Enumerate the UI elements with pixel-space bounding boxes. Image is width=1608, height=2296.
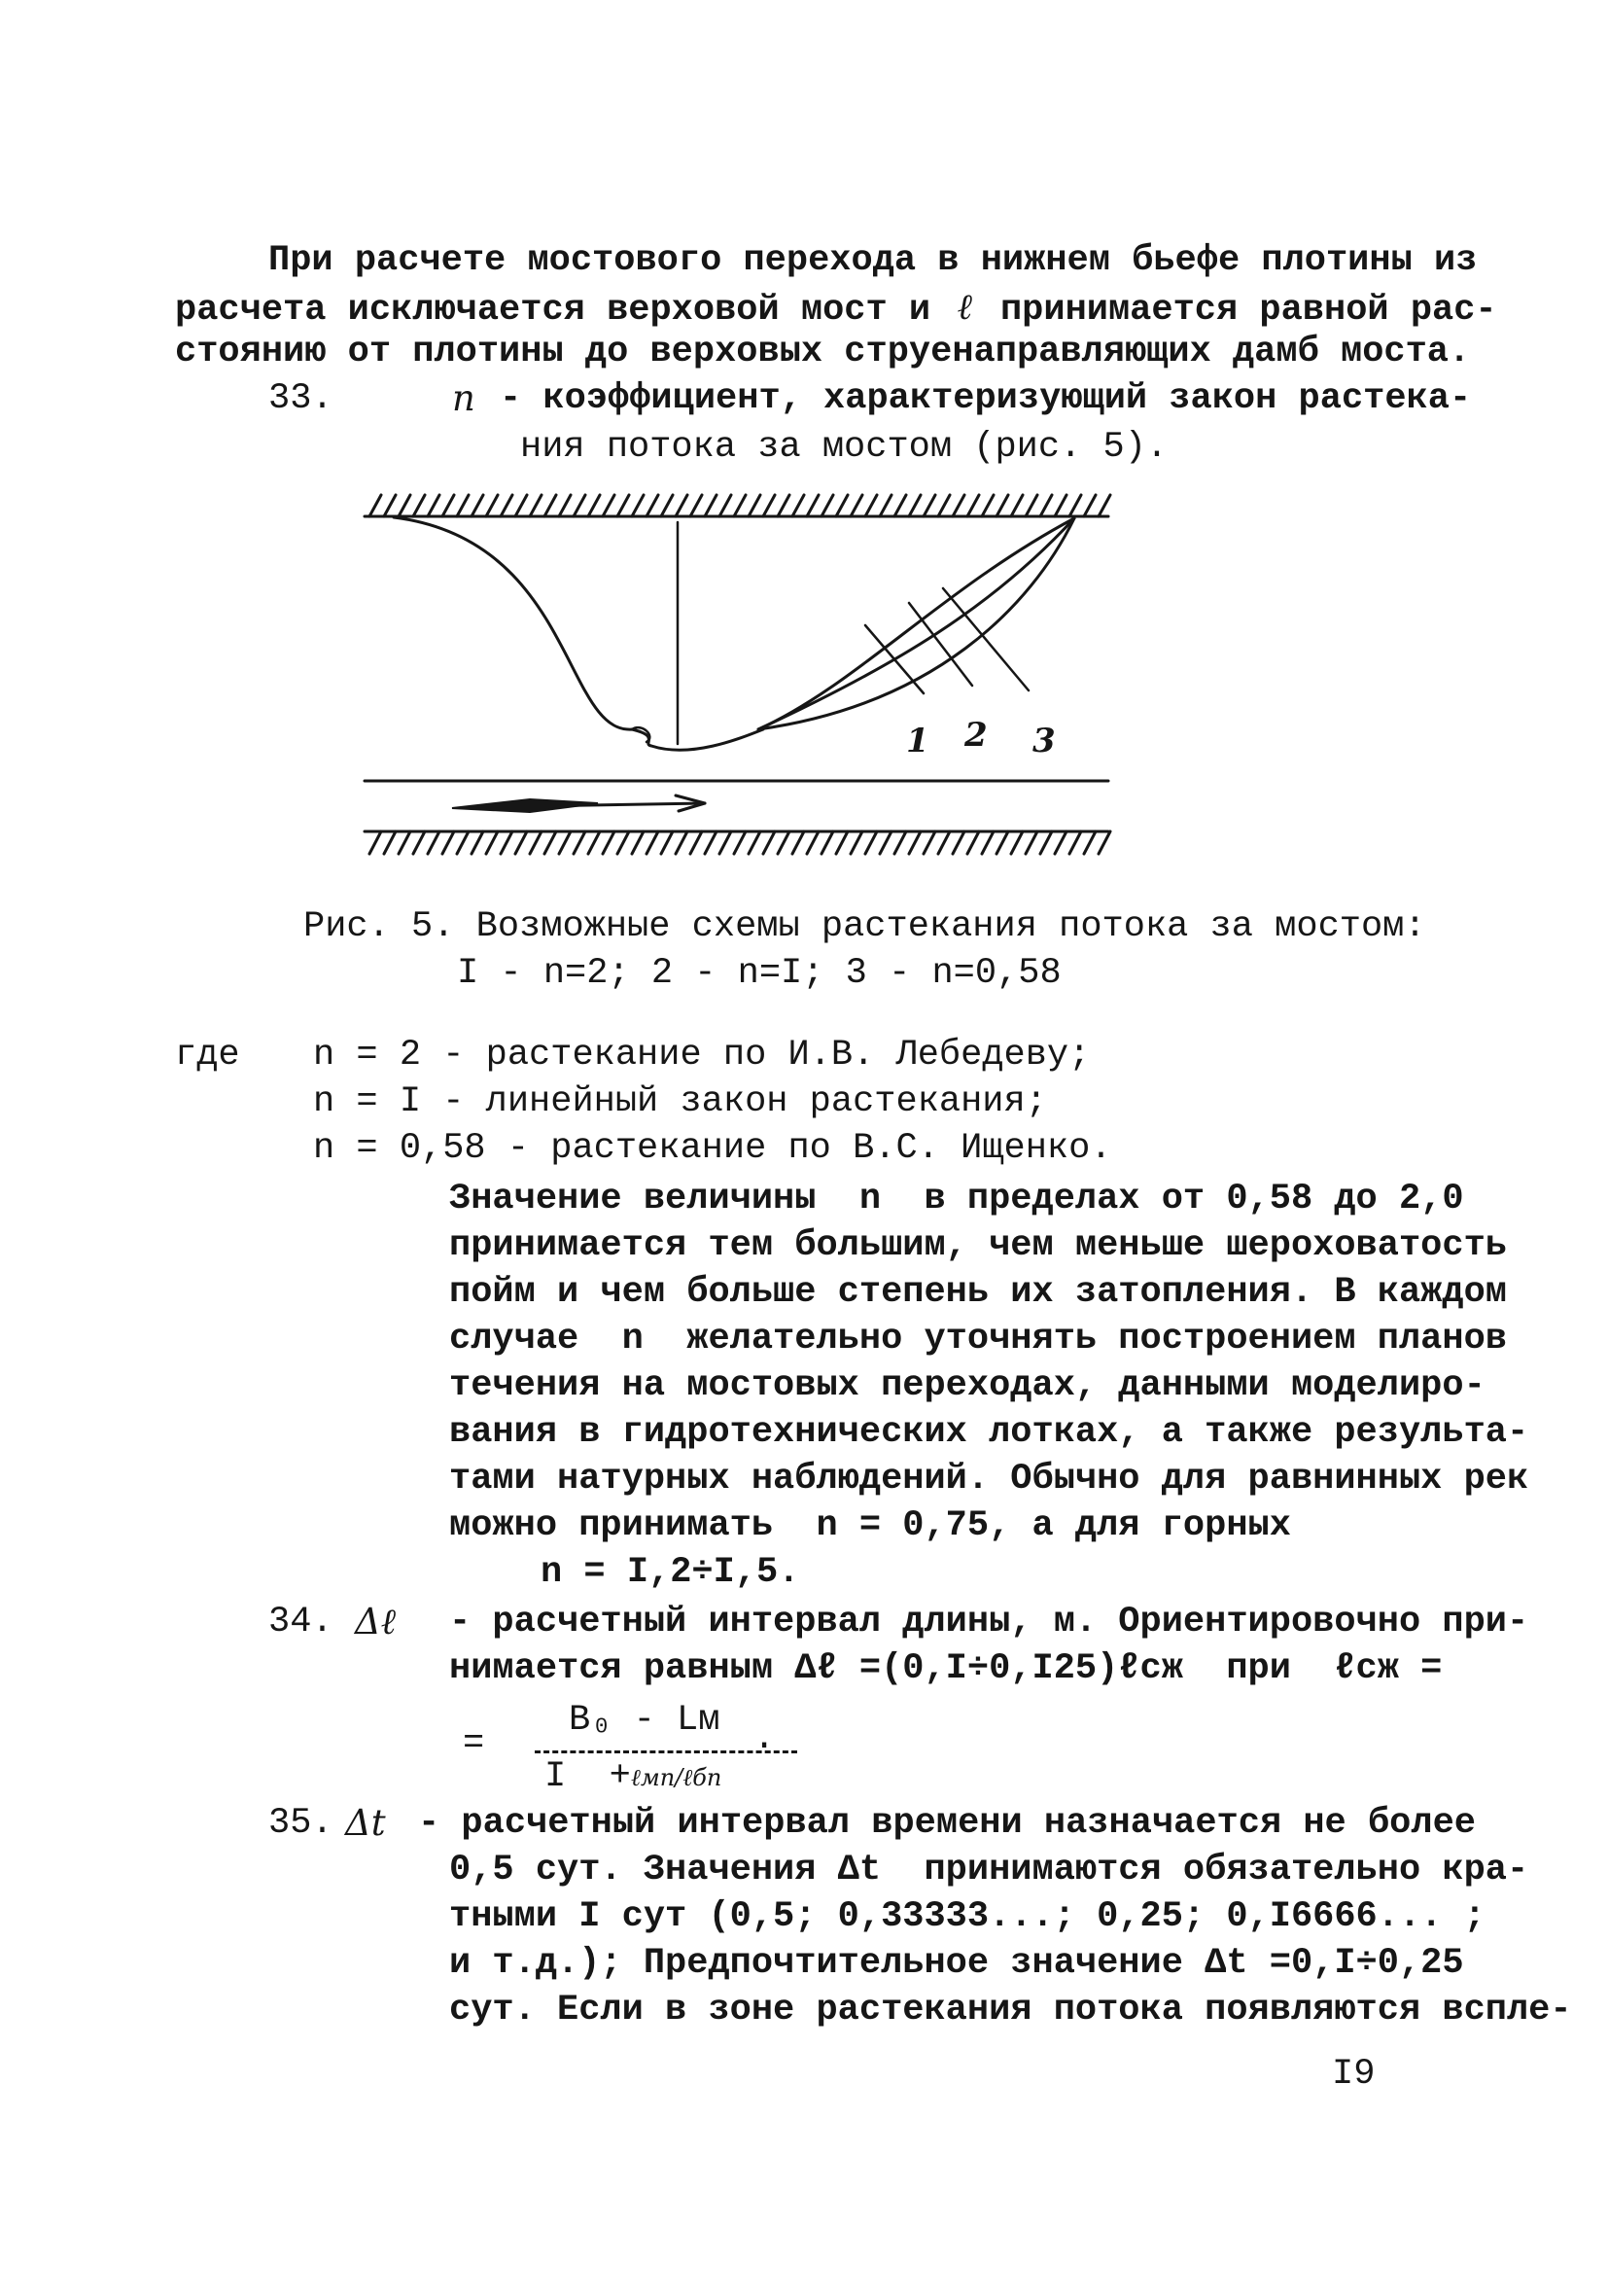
hatch-stroke	[369, 831, 381, 854]
hatch-stroke	[792, 831, 804, 854]
page-number: I9	[1332, 2054, 1376, 2095]
hatch-stroke	[574, 831, 585, 854]
item-34-fraction	[535, 1700, 826, 1807]
paragraph-line: пойм и чем больше степень их затопления. В каждом	[449, 1272, 1507, 1313]
hatch-stroke	[1084, 495, 1096, 516]
hatch-stroke	[982, 831, 994, 854]
hatch-stroke	[486, 831, 498, 854]
hatch-stroke	[924, 495, 935, 516]
hatch-stroke	[807, 831, 819, 854]
hatch-stroke	[1011, 831, 1023, 854]
hatch-stroke	[953, 495, 964, 516]
hatch-stroke	[1040, 495, 1052, 516]
item-35-line: сут. Если в зоне растекания потока появляются вспле-	[449, 1990, 1572, 2031]
hatch-stroke	[938, 495, 950, 516]
hatch-stroke	[865, 495, 877, 516]
hatch-stroke	[588, 495, 600, 516]
hatch-stroke	[1099, 831, 1110, 854]
hatch-stroke	[603, 831, 614, 854]
hatch-stroke	[661, 495, 673, 516]
hatch-stroke	[399, 831, 410, 854]
hatch-stroke	[967, 831, 979, 854]
item-34-line-1: - расчетный интервал длины, м. Ориентировочно при-	[449, 1602, 1529, 1643]
hatch-stroke	[559, 495, 571, 516]
item-34-number: 34.	[268, 1602, 333, 1643]
intro-line-1: При расчете мостового перехода в нижнем бьефе плотины из	[268, 240, 1478, 281]
hatch-stroke	[778, 831, 789, 854]
hatch-stroke	[501, 495, 512, 516]
item-33-number: 33.	[268, 378, 333, 419]
definition-3: n = 0,58 - растекание по В.С. Ищенко.	[313, 1128, 1112, 1169]
hatch-stroke	[1026, 495, 1037, 516]
hatch-stroke	[647, 495, 658, 516]
hatch-stroke	[763, 495, 775, 516]
hatch-stroke	[544, 831, 556, 854]
hatch-stroke	[763, 831, 775, 854]
figure-caption-line-2: I - n=2; 2 - n=I; 3 - n=0,58	[457, 953, 1062, 994]
hatch-stroke	[792, 495, 804, 516]
hatch-stroke	[515, 831, 527, 854]
hatch-stroke	[821, 495, 833, 516]
hatch-stroke	[1040, 831, 1052, 854]
hatch-stroke	[413, 831, 425, 854]
item-35-symbol: Δt	[345, 1802, 386, 1844]
hatch-stroke	[894, 831, 906, 854]
hatch-stroke	[996, 495, 1008, 516]
hatch-stroke	[719, 495, 731, 516]
item-35-line: - расчетный интервал времени назначается не более	[418, 1803, 1476, 1844]
paragraph-line: можно принимать n = 0,75, а для горных	[449, 1505, 1291, 1546]
upper-bank-hatching	[369, 495, 1110, 516]
hatch-stroke	[705, 495, 717, 516]
item-35-number: 35.	[268, 1803, 333, 1844]
hatch-stroke	[894, 495, 906, 516]
item-34-dot: .	[753, 1718, 776, 1759]
hatch-stroke	[530, 495, 542, 516]
hatch-stroke	[836, 495, 848, 516]
hatch-stroke	[574, 495, 585, 516]
hatch-stroke	[1026, 831, 1037, 854]
hatch-stroke	[647, 831, 658, 854]
item-35-line: 0,5 сут. Значения Δt принимаются обязательно кра-	[449, 1850, 1529, 1890]
hatch-stroke	[851, 831, 862, 854]
hatch-stroke	[749, 831, 760, 854]
hatch-stroke	[982, 495, 994, 516]
item-33-text-2: ния потока за мостом (рис. 5).	[520, 427, 1169, 468]
hatch-stroke	[413, 495, 425, 516]
hatch-stroke	[1055, 495, 1066, 516]
hatch-stroke	[953, 831, 964, 854]
hatch-stroke	[442, 831, 454, 854]
hatch-stroke	[821, 831, 833, 854]
hatch-stroke	[909, 495, 921, 516]
definition-2: n = I - линейный закон растекания;	[313, 1081, 1047, 1122]
paragraph-line: Значение величины n в пределах от 0,58 до 2,0	[449, 1179, 1464, 1219]
curve-label-2: 2	[964, 716, 988, 755]
paragraph-last-line: n = I,2÷I,5.	[541, 1552, 800, 1593]
intro-line-3: стоянию от плотины до верховых струенаправляющих дамб моста.	[175, 332, 1471, 372]
symbol-l: ℓ	[958, 285, 973, 328]
item-35-line: и т.д.); Предпочтительное значение Δt =0,I÷0,25	[449, 1943, 1464, 1984]
hatch-stroke	[617, 831, 629, 854]
paragraph-line: течения на мостовых переходах, данными моделиро-	[449, 1365, 1486, 1406]
hatch-stroke	[661, 831, 673, 854]
hatch-stroke	[1011, 495, 1023, 516]
hatch-stroke	[559, 831, 571, 854]
definition-1: n = 2 - растекание по И.В. Лебедеву;	[313, 1035, 1091, 1076]
hatch-stroke	[836, 831, 848, 854]
item-33-symbol: n	[452, 377, 475, 419]
hatch-stroke	[1069, 495, 1081, 516]
hatch-stroke	[457, 495, 469, 516]
curve-label-3: 3	[1032, 722, 1056, 760]
hatch-stroke	[588, 831, 600, 854]
hatch-stroke	[1084, 831, 1096, 854]
item-34-line-2: нимается равным Δℓ =(0,I÷0,I25)ℓсж при ℓсж =	[449, 1648, 1443, 1689]
hatch-stroke	[384, 495, 396, 516]
fraction-denominator-main: I +	[544, 1756, 631, 1797]
spreading-curve-1	[758, 518, 1074, 729]
paragraph-line: случае n желательно уточнять построением планов	[449, 1319, 1507, 1360]
hatch-stroke	[705, 831, 717, 854]
hatch-stroke	[472, 831, 483, 854]
hatch-stroke	[676, 495, 687, 516]
hatch-stroke	[603, 495, 614, 516]
hatch-stroke	[1099, 495, 1110, 516]
hatch-stroke	[515, 495, 527, 516]
paragraph-line: принимается тем большим, чем меньше шероховатость	[449, 1225, 1507, 1266]
paragraph-line: тами натурных наблюдений. Обычно для равнинных рек	[449, 1459, 1529, 1500]
hatch-stroke	[428, 495, 439, 516]
hatch-stroke	[734, 495, 746, 516]
hatch-stroke	[632, 495, 644, 516]
hatch-stroke	[399, 495, 410, 516]
hatch-stroke	[749, 495, 760, 516]
hatch-stroke	[690, 831, 702, 854]
hatch-stroke	[967, 495, 979, 516]
paragraph-line: вания в гидротехнических лотках, а также результа-	[449, 1412, 1529, 1453]
hatch-stroke	[851, 495, 862, 516]
hatch-stroke	[880, 831, 891, 854]
hatch-stroke	[384, 831, 396, 854]
hatch-stroke	[530, 831, 542, 854]
hatch-stroke	[807, 495, 819, 516]
hatch-stroke	[734, 831, 746, 854]
figure-caption-line-1: Рис. 5. Возможные схемы растекания потока за мостом:	[303, 906, 1426, 947]
hatch-stroke	[428, 831, 439, 854]
item-34-equals: =	[463, 1723, 485, 1764]
item-34-symbol: Δℓ	[355, 1601, 397, 1643]
hatch-stroke	[880, 495, 891, 516]
hatch-stroke	[676, 831, 687, 854]
hatch-stroke	[690, 495, 702, 516]
fraction-denominator-sub: ℓмп/ℓбп	[630, 1764, 722, 1791]
fraction-numerator: B₀ - Lм	[569, 1700, 720, 1741]
hatch-stroke	[865, 831, 877, 854]
hatch-stroke	[369, 495, 381, 516]
hatch-stroke	[544, 495, 556, 516]
hatch-stroke	[472, 495, 483, 516]
hatch-stroke	[632, 831, 644, 854]
hatch-stroke	[909, 831, 921, 854]
leader-1	[865, 625, 924, 693]
intro-line-2a: расчета исключается верховой мост и	[175, 290, 931, 331]
hatch-stroke	[719, 831, 731, 854]
item-35-line: тными I сут (0,5; 0,33333...; 0,25; 0,I6666... ;	[449, 1896, 1486, 1937]
hatch-stroke	[617, 495, 629, 516]
hatch-stroke	[778, 495, 789, 516]
hatch-stroke	[1055, 831, 1066, 854]
hatch-stroke	[924, 831, 935, 854]
hatch-stroke	[486, 495, 498, 516]
intro-line-2	[175, 284, 1497, 333]
hatch-stroke	[996, 831, 1008, 854]
lower-bank-hatching	[369, 831, 1110, 854]
flow-boundary-left	[394, 517, 763, 750]
where-label: где	[175, 1035, 240, 1076]
fraction-denominator	[544, 1756, 721, 1797]
hatch-stroke	[938, 831, 950, 854]
intro-line-2b: принимается равной рас-	[999, 290, 1497, 331]
figure-5-diagram	[350, 481, 1128, 870]
item-33-text-1: - коэффициент, характеризующий закон растека-	[500, 378, 1472, 419]
hatch-stroke	[457, 831, 469, 854]
hatch-stroke	[501, 831, 512, 854]
hatch-stroke	[1069, 831, 1081, 854]
hatch-stroke	[442, 495, 454, 516]
curve-label-1: 1	[906, 722, 929, 760]
